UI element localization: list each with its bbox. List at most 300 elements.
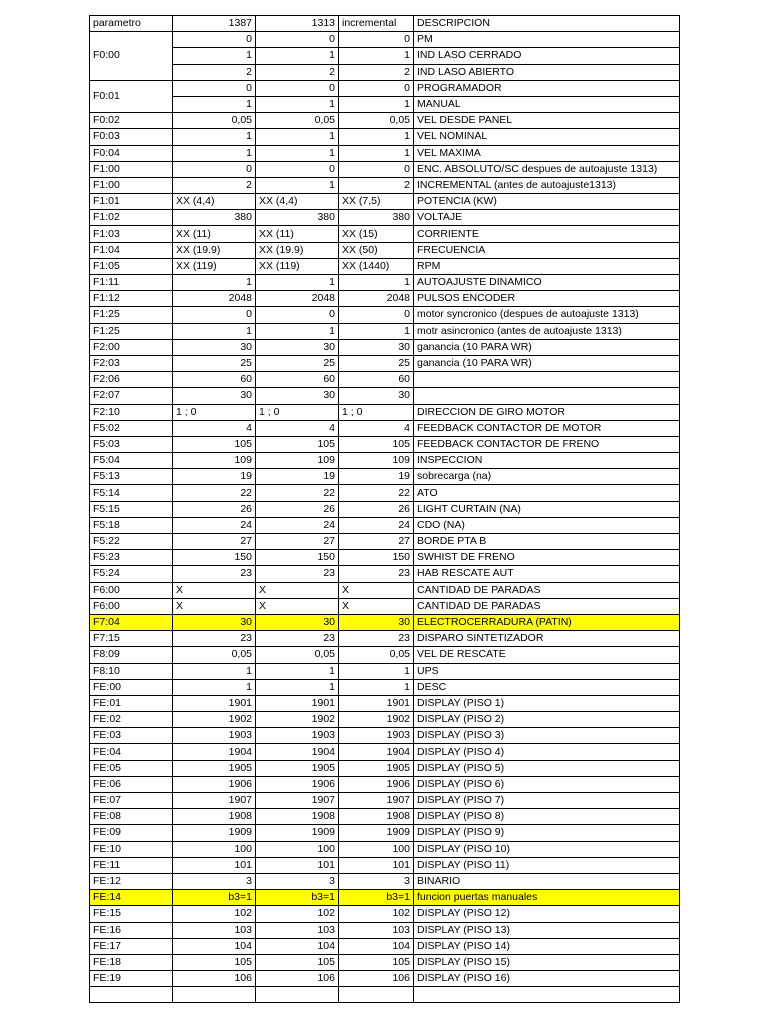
table-row: [90, 906, 680, 922]
description-cell: DISPLAY (PISO 12): [414, 906, 680, 922]
parameter-code-cell: F8:10: [90, 663, 173, 679]
description-cell: VEL NOMINAL: [414, 129, 680, 145]
parameter-code-cell: F1:25: [90, 323, 173, 339]
value-1387-cell: b3=1: [173, 890, 256, 906]
value-incremental-cell: 105: [339, 954, 414, 970]
table-row: [90, 388, 680, 404]
value-incremental-cell: X: [339, 598, 414, 614]
value-1387-cell: 1: [173, 679, 256, 695]
header-incremental: incremental: [339, 16, 414, 32]
value-1313-cell: [256, 987, 339, 1003]
parameter-table: [89, 15, 680, 1003]
value-1313-cell: 101: [256, 857, 339, 873]
value-1313-cell: 1: [256, 129, 339, 145]
description-cell: ELECTROCERRADURA (PATIN): [414, 614, 680, 630]
description-cell: AUTOAJUSTE DINAMICO: [414, 275, 680, 291]
value-incremental-cell: XX (50): [339, 242, 414, 258]
value-1387-cell: 60: [173, 372, 256, 388]
value-1313-cell: XX (4,4): [256, 194, 339, 210]
value-incremental-cell: 1: [339, 48, 414, 64]
value-incremental-cell: 1 ; 0: [339, 404, 414, 420]
value-1313-cell: 22: [256, 485, 339, 501]
table-row: [90, 728, 680, 744]
value-1387-cell: 1: [173, 96, 256, 112]
value-1387-cell: [173, 987, 256, 1003]
description-cell: FEEDBACK CONTACTOR DE FRENO: [414, 436, 680, 452]
value-1313-cell: 26: [256, 501, 339, 517]
value-1387-cell: 4: [173, 420, 256, 436]
value-incremental-cell: XX (7,5): [339, 194, 414, 210]
value-1313-cell: 1: [256, 48, 339, 64]
parameter-code-cell: FE:05: [90, 760, 173, 776]
value-1313-cell: 0: [256, 80, 339, 96]
parameter-code-cell: F1:01: [90, 194, 173, 210]
value-1313-cell: 102: [256, 906, 339, 922]
value-incremental-cell: 1901: [339, 695, 414, 711]
value-1387-cell: 27: [173, 534, 256, 550]
value-1313-cell: 1901: [256, 695, 339, 711]
value-incremental-cell: 380: [339, 210, 414, 226]
value-1313-cell: 0,05: [256, 113, 339, 129]
value-1387-cell: 19: [173, 469, 256, 485]
value-incremental-cell: 4: [339, 420, 414, 436]
description-cell: DISPLAY (PISO 4): [414, 744, 680, 760]
table-row: [90, 453, 680, 469]
table-row: [90, 971, 680, 987]
value-1387-cell: 106: [173, 971, 256, 987]
value-1387-cell: 1905: [173, 760, 256, 776]
table-row: [90, 48, 680, 64]
value-1313-cell: 1906: [256, 776, 339, 792]
description-cell: motor syncronico (despues de autoajuste 1313): [414, 307, 680, 323]
table-row: [90, 776, 680, 792]
value-1313-cell: 100: [256, 841, 339, 857]
table-row: [90, 307, 680, 323]
table-row: [90, 436, 680, 452]
value-1387-cell: XX (11): [173, 226, 256, 242]
value-1313-cell: 103: [256, 922, 339, 938]
parameter-code-cell: FE:00: [90, 679, 173, 695]
value-1387-cell: 2: [173, 64, 256, 80]
value-1313-cell: 1: [256, 323, 339, 339]
parameter-code-cell: FE:02: [90, 712, 173, 728]
value-incremental-cell: 1: [339, 96, 414, 112]
value-1387-cell: XX (19.9): [173, 242, 256, 258]
table-row: [90, 226, 680, 242]
parameter-code-cell: F1:11: [90, 275, 173, 291]
description-cell: VEL MAXIMA: [414, 145, 680, 161]
description-cell: RPM: [414, 258, 680, 274]
table-row: [90, 954, 680, 970]
table-row: [90, 96, 680, 112]
value-incremental-cell: 19: [339, 469, 414, 485]
description-cell: LIGHT CURTAIN (NA): [414, 501, 680, 517]
table-row: [90, 129, 680, 145]
value-incremental-cell: 103: [339, 922, 414, 938]
description-cell: FEEDBACK CONTACTOR DE MOTOR: [414, 420, 680, 436]
parameter-code-cell: F1:02: [90, 210, 173, 226]
description-cell: DISPLAY (PISO 7): [414, 793, 680, 809]
description-cell: FRECUENCIA: [414, 242, 680, 258]
description-cell: funcion puertas manuales: [414, 890, 680, 906]
value-incremental-cell: 1903: [339, 728, 414, 744]
table-row: [90, 485, 680, 501]
parameter-code-cell: F5:03: [90, 436, 173, 452]
value-1313-cell: 1902: [256, 712, 339, 728]
table-row: [90, 598, 680, 614]
table-row: [90, 355, 680, 371]
value-1387-cell: 22: [173, 485, 256, 501]
table-row: [90, 534, 680, 550]
table-row: [90, 857, 680, 873]
parameter-code-cell: FE:07: [90, 793, 173, 809]
parameter-code-cell: FE:01: [90, 695, 173, 711]
table-row: [90, 647, 680, 663]
parameter-code-cell: F5:22: [90, 534, 173, 550]
table-row: [90, 760, 680, 776]
description-cell: BORDE PTA B: [414, 534, 680, 550]
value-incremental-cell: 0: [339, 307, 414, 323]
value-1387-cell: 0,05: [173, 647, 256, 663]
value-incremental-cell: 22: [339, 485, 414, 501]
value-1387-cell: 23: [173, 631, 256, 647]
parameter-code-cell: F0:02: [90, 113, 173, 129]
value-incremental-cell: 26: [339, 501, 414, 517]
value-incremental-cell: XX (15): [339, 226, 414, 242]
value-1313-cell: 30: [256, 339, 339, 355]
table-row: [90, 793, 680, 809]
description-cell: DISPLAY (PISO 9): [414, 825, 680, 841]
table-row: [90, 922, 680, 938]
table-row: [90, 550, 680, 566]
table-row: [90, 841, 680, 857]
table-row: [90, 177, 680, 193]
table-row: [90, 339, 680, 355]
value-1387-cell: 1904: [173, 744, 256, 760]
description-cell: [414, 372, 680, 388]
value-1313-cell: 30: [256, 388, 339, 404]
value-1387-cell: 101: [173, 857, 256, 873]
table-row: [90, 113, 680, 129]
value-1387-cell: 104: [173, 938, 256, 954]
value-incremental-cell: [339, 987, 414, 1003]
value-incremental-cell: 23: [339, 566, 414, 582]
description-cell: DISPLAY (PISO 2): [414, 712, 680, 728]
value-incremental-cell: 2: [339, 64, 414, 80]
table-row: [90, 712, 680, 728]
value-incremental-cell: 1: [339, 145, 414, 161]
description-cell: DISPLAY (PISO 10): [414, 841, 680, 857]
value-1313-cell: 19: [256, 469, 339, 485]
description-cell: HAB RESCATE AUT: [414, 566, 680, 582]
value-incremental-cell: 1: [339, 129, 414, 145]
table-row: [90, 987, 680, 1003]
parameter-code-cell: F1:00: [90, 177, 173, 193]
description-cell: ATO: [414, 485, 680, 501]
description-cell: DISPLAY (PISO 6): [414, 776, 680, 792]
description-cell: VOLTAJE: [414, 210, 680, 226]
table-row: [90, 517, 680, 533]
value-1313-cell: 1: [256, 663, 339, 679]
parameter-code-cell: F2:03: [90, 355, 173, 371]
value-incremental-cell: 1904: [339, 744, 414, 760]
table-row: [90, 194, 680, 210]
value-incremental-cell: 102: [339, 906, 414, 922]
description-cell: DISPLAY (PISO 15): [414, 954, 680, 970]
description-cell: IND LASO ABIERTO: [414, 64, 680, 80]
table-row: [90, 938, 680, 954]
value-1387-cell: 2048: [173, 291, 256, 307]
value-incremental-cell: 150: [339, 550, 414, 566]
description-cell: ganancia (10 PARA WR): [414, 339, 680, 355]
value-incremental-cell: X: [339, 582, 414, 598]
value-1387-cell: 30: [173, 614, 256, 630]
parameter-code-cell: FE:12: [90, 873, 173, 889]
description-cell: CORRIENTE: [414, 226, 680, 242]
table-row: [90, 744, 680, 760]
parameter-code-cell: F2:06: [90, 372, 173, 388]
header-1387: 1387: [173, 16, 256, 32]
table-row: [90, 873, 680, 889]
value-1313-cell: 1905: [256, 760, 339, 776]
value-incremental-cell: 30: [339, 388, 414, 404]
description-cell: INCREMENTAL (antes de autoajuste1313): [414, 177, 680, 193]
value-1313-cell: 380: [256, 210, 339, 226]
value-1313-cell: 23: [256, 566, 339, 582]
description-cell: DISPLAY (PISO 14): [414, 938, 680, 954]
parameter-code-cell: F1:05: [90, 258, 173, 274]
header-1313: 1313: [256, 16, 339, 32]
value-1387-cell: 0,05: [173, 113, 256, 129]
parameter-code-cell: F1:12: [90, 291, 173, 307]
value-1387-cell: 1: [173, 275, 256, 291]
header-descripcion: DESCRIPCION: [414, 16, 680, 32]
value-1313-cell: 3: [256, 873, 339, 889]
value-1387-cell: 1: [173, 663, 256, 679]
description-cell: motr asincronico (antes de autoajuste 1313): [414, 323, 680, 339]
table-row: [90, 469, 680, 485]
table-row: [90, 145, 680, 161]
value-1313-cell: 0: [256, 32, 339, 48]
value-1387-cell: 0: [173, 161, 256, 177]
value-1387-cell: 3: [173, 873, 256, 889]
value-1313-cell: 27: [256, 534, 339, 550]
description-cell: PM: [414, 32, 680, 48]
table-row: [90, 420, 680, 436]
value-1387-cell: 1901: [173, 695, 256, 711]
value-1313-cell: 0: [256, 161, 339, 177]
value-1387-cell: XX (4,4): [173, 194, 256, 210]
value-1387-cell: 1908: [173, 809, 256, 825]
value-1387-cell: 1902: [173, 712, 256, 728]
description-cell: CANTIDAD DE PARADAS: [414, 582, 680, 598]
value-1313-cell: 0: [256, 307, 339, 323]
value-1387-cell: 380: [173, 210, 256, 226]
value-incremental-cell: 1: [339, 323, 414, 339]
value-1313-cell: 0,05: [256, 647, 339, 663]
value-1387-cell: 1: [173, 323, 256, 339]
parameter-code-cell: F7:04: [90, 614, 173, 630]
value-incremental-cell: 104: [339, 938, 414, 954]
value-1387-cell: X: [173, 582, 256, 598]
value-1387-cell: 0: [173, 80, 256, 96]
value-incremental-cell: 1902: [339, 712, 414, 728]
description-cell: PROGRAMADOR: [414, 80, 680, 96]
description-cell: IND LASO CERRADO: [414, 48, 680, 64]
parameter-code-cell: F0:03: [90, 129, 173, 145]
value-incremental-cell: 30: [339, 614, 414, 630]
description-cell: POTENCIA (KW): [414, 194, 680, 210]
value-1313-cell: 30: [256, 614, 339, 630]
parameter-code-cell: F2:07: [90, 388, 173, 404]
parameter-code-cell: [90, 987, 173, 1003]
value-incremental-cell: 25: [339, 355, 414, 371]
value-incremental-cell: 105: [339, 436, 414, 452]
description-cell: DISPLAY (PISO 3): [414, 728, 680, 744]
value-1313-cell: XX (19.9): [256, 242, 339, 258]
parameter-code-cell: F6:00: [90, 598, 173, 614]
parameter-code-cell: F5:14: [90, 485, 173, 501]
value-1387-cell: 23: [173, 566, 256, 582]
value-1313-cell: 1903: [256, 728, 339, 744]
value-1387-cell: 105: [173, 436, 256, 452]
value-1387-cell: 1: [173, 145, 256, 161]
table-row: [90, 890, 680, 906]
parameter-code-cell: F0:00: [90, 32, 173, 81]
table-row: [90, 695, 680, 711]
value-1387-cell: 26: [173, 501, 256, 517]
value-incremental-cell: 106: [339, 971, 414, 987]
parameter-code-cell: F1:00: [90, 161, 173, 177]
value-incremental-cell: 1: [339, 663, 414, 679]
value-1313-cell: 4: [256, 420, 339, 436]
parameter-code-cell: FE:17: [90, 938, 173, 954]
description-cell: DISPLAY (PISO 11): [414, 857, 680, 873]
parameter-code-cell: F1:25: [90, 307, 173, 323]
parameter-code-cell: F5:13: [90, 469, 173, 485]
parameter-code-cell: FE:03: [90, 728, 173, 744]
value-incremental-cell: 1906: [339, 776, 414, 792]
header-row: [90, 16, 680, 32]
parameter-code-cell: F5:02: [90, 420, 173, 436]
description-cell: DISPLAY (PISO 8): [414, 809, 680, 825]
table-row: [90, 210, 680, 226]
description-cell: DISPLAY (PISO 13): [414, 922, 680, 938]
value-1313-cell: 1: [256, 275, 339, 291]
parameter-code-cell: F0:04: [90, 145, 173, 161]
parameter-code-cell: F1:04: [90, 242, 173, 258]
parameter-code-cell: F5:15: [90, 501, 173, 517]
parameter-code-cell: FE:04: [90, 744, 173, 760]
table-row: [90, 323, 680, 339]
parameter-code-cell: F2:10: [90, 404, 173, 420]
value-1387-cell: 100: [173, 841, 256, 857]
value-1387-cell: 0: [173, 307, 256, 323]
table-row: [90, 614, 680, 630]
parameter-code-cell: F0:01: [90, 80, 173, 112]
description-cell: CDO (NA): [414, 517, 680, 533]
table-row: [90, 32, 680, 48]
value-1387-cell: 2: [173, 177, 256, 193]
value-incremental-cell: 0: [339, 80, 414, 96]
value-1313-cell: 1909: [256, 825, 339, 841]
description-cell: DISPLAY (PISO 5): [414, 760, 680, 776]
value-1313-cell: 104: [256, 938, 339, 954]
parameter-code-cell: F5:18: [90, 517, 173, 533]
table-row: [90, 161, 680, 177]
description-cell: [414, 987, 680, 1003]
table-row: [90, 258, 680, 274]
value-1313-cell: b3=1: [256, 890, 339, 906]
parameter-code-cell: F7:15: [90, 631, 173, 647]
value-incremental-cell: 0,05: [339, 647, 414, 663]
value-1313-cell: 2048: [256, 291, 339, 307]
value-incremental-cell: 1909: [339, 825, 414, 841]
parameter-code-cell: F1:03: [90, 226, 173, 242]
value-1387-cell: 109: [173, 453, 256, 469]
parameter-code-cell: F2:00: [90, 339, 173, 355]
description-cell: BINARIO: [414, 873, 680, 889]
value-1387-cell: 1903: [173, 728, 256, 744]
description-cell: PULSOS ENCODER: [414, 291, 680, 307]
parameter-code-cell: F5:24: [90, 566, 173, 582]
table-row: [90, 242, 680, 258]
value-incremental-cell: 2048: [339, 291, 414, 307]
value-incremental-cell: 1908: [339, 809, 414, 825]
value-1313-cell: 1: [256, 96, 339, 112]
value-incremental-cell: 109: [339, 453, 414, 469]
value-1313-cell: 25: [256, 355, 339, 371]
table-row: [90, 275, 680, 291]
parameter-code-cell: F6:00: [90, 582, 173, 598]
table-row: [90, 404, 680, 420]
value-1387-cell: 25: [173, 355, 256, 371]
value-incremental-cell: 1: [339, 275, 414, 291]
value-1387-cell: 1: [173, 129, 256, 145]
value-incremental-cell: 0: [339, 161, 414, 177]
value-incremental-cell: 24: [339, 517, 414, 533]
parameter-code-cell: FE:16: [90, 922, 173, 938]
value-1313-cell: XX (11): [256, 226, 339, 242]
header-parametro: parametro: [90, 16, 173, 32]
value-incremental-cell: 1905: [339, 760, 414, 776]
value-incremental-cell: 23: [339, 631, 414, 647]
value-incremental-cell: 1: [339, 679, 414, 695]
table-row: [90, 631, 680, 647]
table-row: [90, 663, 680, 679]
value-incremental-cell: 100: [339, 841, 414, 857]
value-incremental-cell: 2: [339, 177, 414, 193]
description-cell: MANUAL: [414, 96, 680, 112]
value-1313-cell: XX (119): [256, 258, 339, 274]
value-1387-cell: 24: [173, 517, 256, 533]
value-incremental-cell: 27: [339, 534, 414, 550]
value-1387-cell: 30: [173, 388, 256, 404]
value-incremental-cell: 0: [339, 32, 414, 48]
value-1313-cell: X: [256, 582, 339, 598]
table-row: [90, 566, 680, 582]
table-row: [90, 825, 680, 841]
value-1313-cell: 1: [256, 177, 339, 193]
value-1387-cell: 102: [173, 906, 256, 922]
description-cell: ganancia (10 PARA WR): [414, 355, 680, 371]
description-cell: CANTIDAD DE PARADAS: [414, 598, 680, 614]
parameter-code-cell: FE:10: [90, 841, 173, 857]
description-cell: VEL DESDE PANEL: [414, 113, 680, 129]
table-row: [90, 80, 680, 96]
table-row: [90, 64, 680, 80]
description-cell: SWHIST DE FRENO: [414, 550, 680, 566]
